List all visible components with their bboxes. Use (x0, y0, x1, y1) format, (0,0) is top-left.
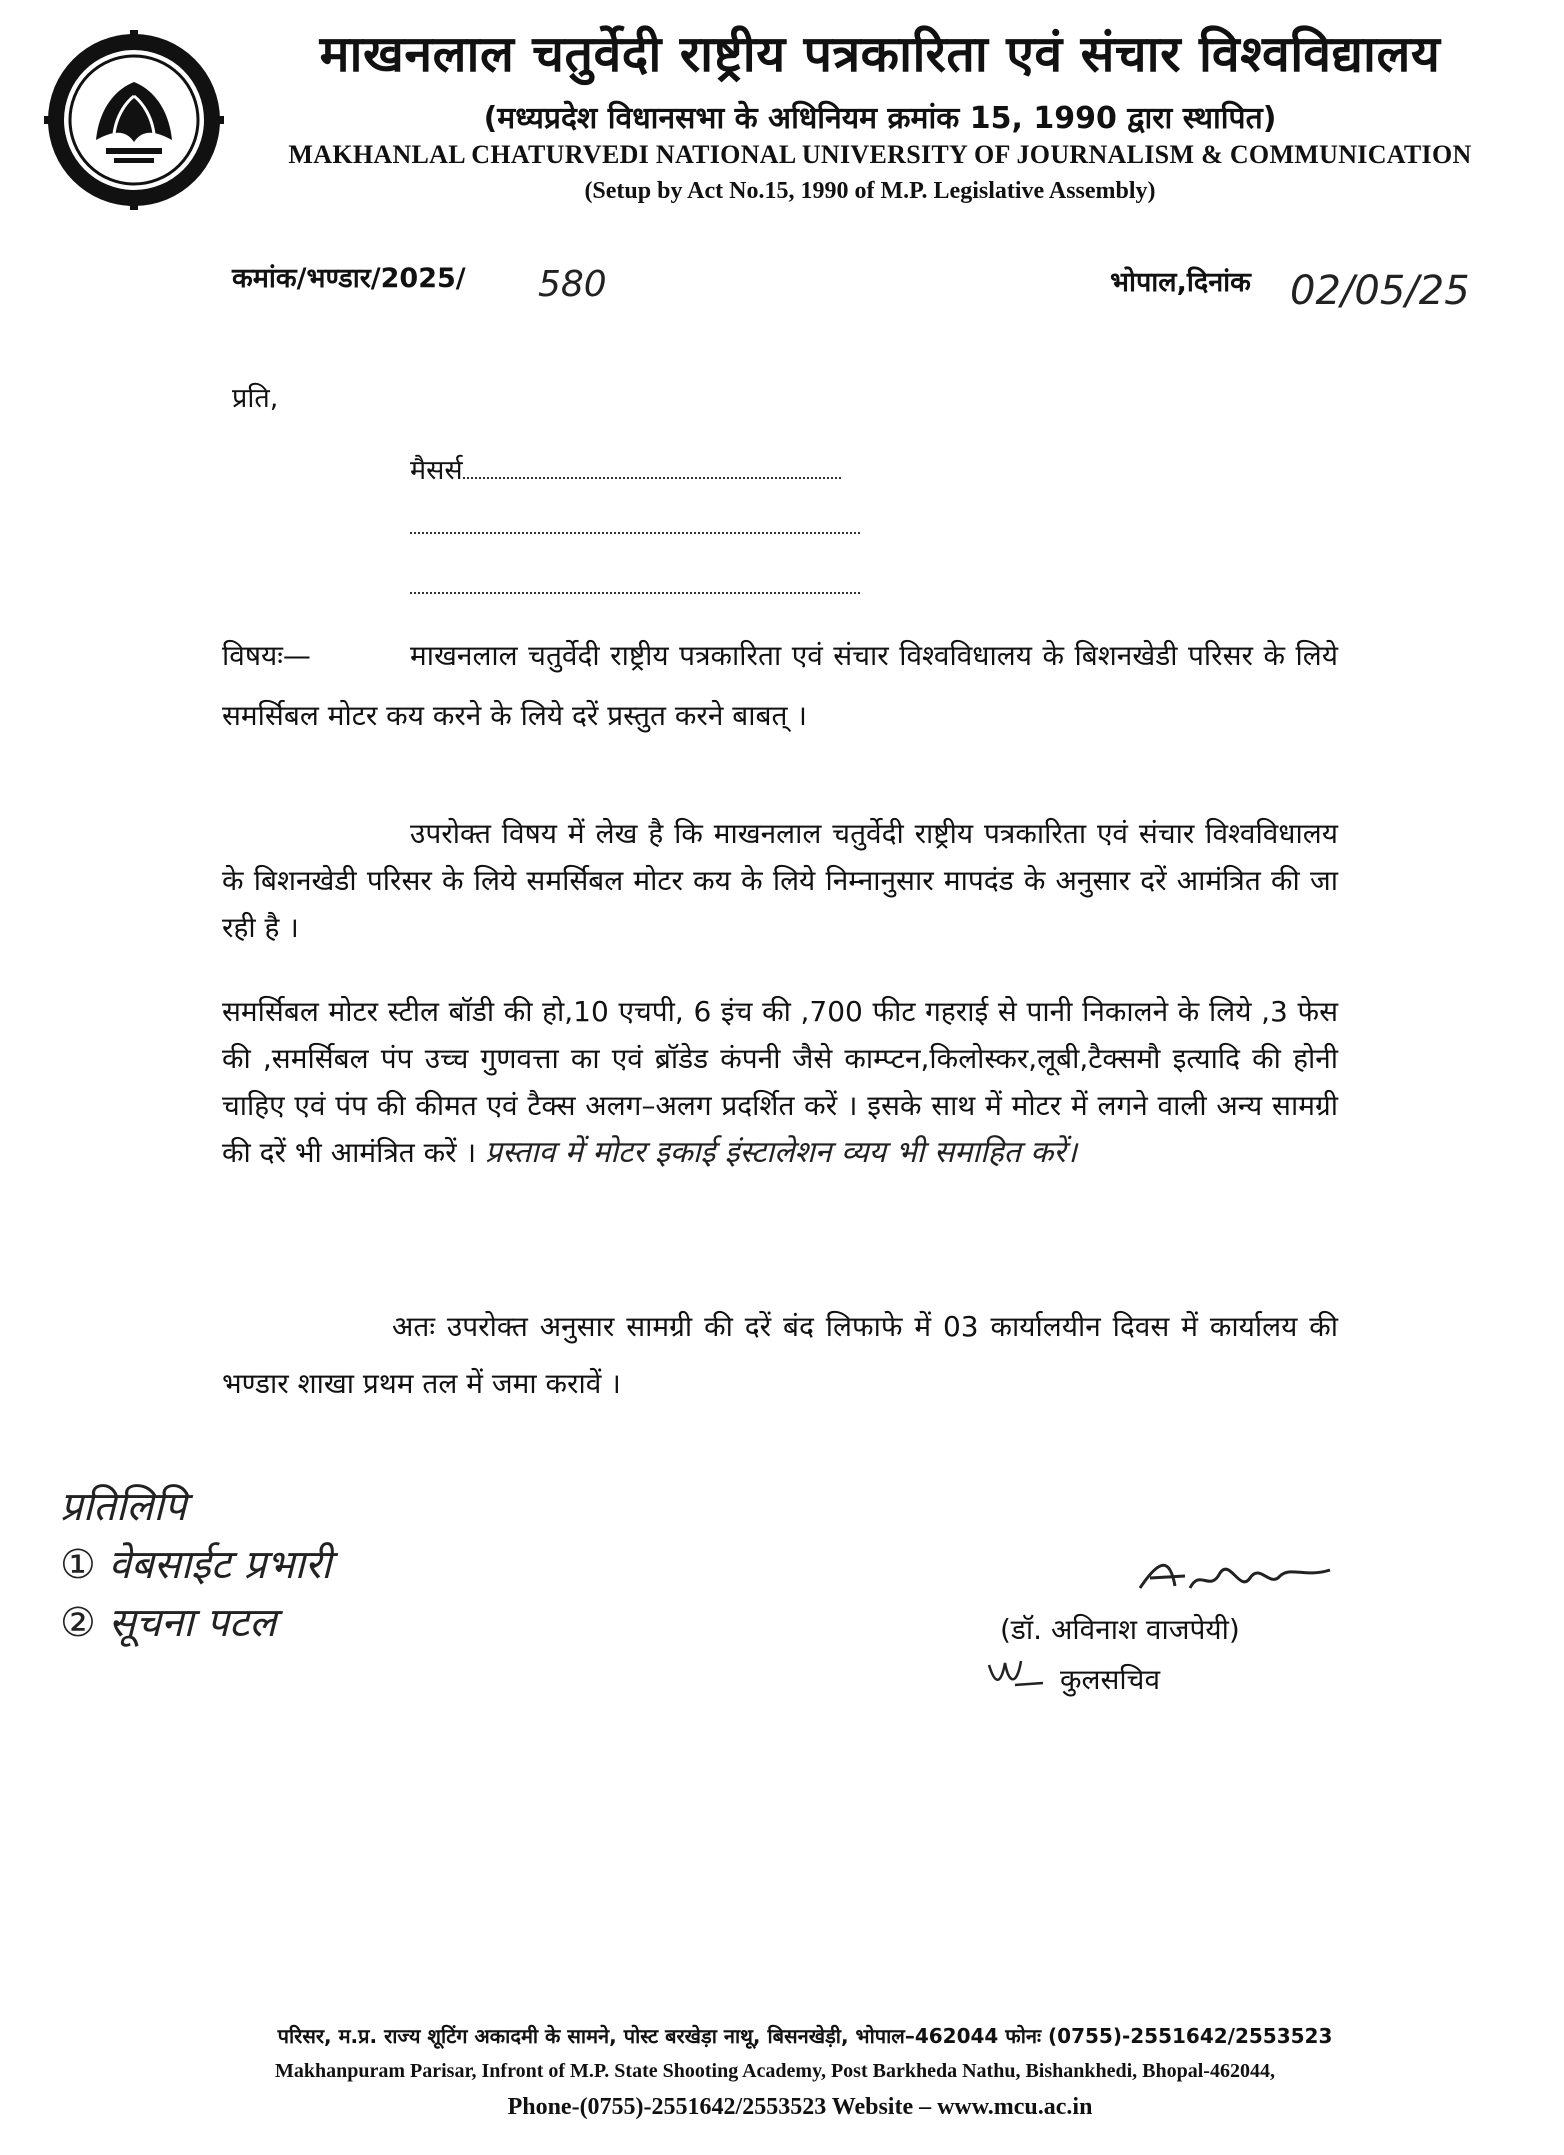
university-logo (44, 30, 224, 210)
addressee-line-2 (410, 510, 860, 541)
copy-to-heading: प्रतिलिपि (60, 1484, 187, 1530)
reference-label: कमांक/भण्डार/2025/ (232, 263, 466, 294)
signature-scrawl (1130, 1548, 1340, 1608)
dotted-line (410, 591, 860, 594)
university-name-hindi: माखनलाल चतुर्वेदी राष्ट्रीय पत्रकारिता एवं संचार विश्वविद्यालय (319, 24, 1441, 83)
reference-number: 580 (538, 264, 607, 305)
date-label: भोपाल,दिनांक (1110, 267, 1251, 298)
addressee-line-3 (410, 570, 860, 601)
footer-address-english: Makhanpuram Parisar, Infront of M.P. State Shooting Academy, Post Barkheda Nathu, Bishankhedi, Bhopal-462044, (275, 2060, 1275, 2082)
establishment-note-english: (Setup by Act No.15, 1990 of M.P. Legislative Assembly) (584, 178, 1156, 204)
body-paragraph-2 (222, 988, 1338, 1176)
signatory-name: (डॉ. अविनाश वाजपेयी) (1000, 1613, 1240, 1646)
addressee-line-1 (410, 450, 841, 487)
body-paragraph-2-text: समर्सिबल मोटर स्टील बॉडी की हो,10 एचपी, 6 इंच की ,700 फीट गहराई से पानी निकालने के लिये ,3 फेस की ,समर्सिबल पंप उच्च गुणवत्ता का एवं ब्रॉडेड कंपनी जैसे काम्प्टन,किलोस्कर,लूबी,टैक्समौ इत्यादि की होनी चाहिए एवं पंप की कीमत एवं टैक्स अलग–अलग प्रदर्शित करें । इसके साथ में मोटर में लगने वाली अन्य सामग्री की दरें भी आमंत्रित करें । (222, 995, 1338, 1169)
initial-mark (985, 1655, 1045, 1699)
dotted-line (463, 476, 841, 479)
copy-to-block (60, 1478, 332, 1652)
addressee-messrs: मैसर्स (410, 455, 463, 486)
body-paragraph-3-text: अतः उपरोक्त अनुसार सामग्री की दरें बंद लिफाफे में 03 कार्यालयीन दिवस में कार्यालय की भण्डार शाखा प्रथम तल में जमा करावें । (222, 1310, 1338, 1400)
signatory-designation: कुलसचिव (1060, 1663, 1161, 1696)
subject-text: माखनलाल चतुर्वेदी राष्ट्रीय पत्रकारिता एवं संचार विश्वविधालय के बिशनखेडी परिसर के लिये समर्सिबल मोटर कय करने के लिये दरें प्रस्तुत करने बाबत् । (222, 639, 1338, 732)
footer-contact: Phone-(0755)-2551642/2553523 Website – www.mcu.ac.in (507, 2094, 1093, 2120)
copy-to-item-2: ② सूचना पटल (60, 1600, 277, 1646)
dotted-line (410, 531, 860, 534)
body-paragraph-1 (222, 810, 1338, 951)
handwritten-addition: प्रस्ताव में मोटर इकाई इंस्टालेशन व्यय भी समाहित करें। (485, 1135, 1077, 1170)
copy-to-item-1: ① वेबसाईट प्रभारी (60, 1542, 332, 1588)
subject-block (222, 626, 1338, 746)
body-paragraph-1-text: उपरोक्त विषय में लेख है कि माखनलाल चतुर्वेदी राष्ट्रीय पत्रकारिता एवं संचार विश्वविधालय के बिशनखेडी परिसर के लिये समर्सिबल मोटर कय के लिये निम्नानुसार मापदंड के अनुसार दरें आमंत्रित की जा रही है । (222, 817, 1338, 944)
body-paragraph-3 (222, 1298, 1338, 1412)
subject-label: विषयः— (222, 639, 311, 672)
establishment-note-hindi: (मध्यप्रदेश विधानसभा के अधिनियम क्रमांक 15, 1990 द्वारा स्थापित) (483, 101, 1277, 136)
addressee-prati: प्रति, (232, 383, 279, 414)
date-value: 02/05/25 (1290, 268, 1470, 314)
footer-address-hindi: परिसर, म.प्र. राज्य शूटिंग अकादमी के सामने, पोस्ट बरखेड़ा नाथू, बिसनखेड़ी, भोपाल–462044 फोनः (0755)-2551642/2553523 (277, 2024, 1333, 2048)
university-name-english: MAKHANLAL CHATURVEDI NATIONAL UNIVERSITY OF JOURNALISM & COMMUNICATION (288, 140, 1472, 169)
